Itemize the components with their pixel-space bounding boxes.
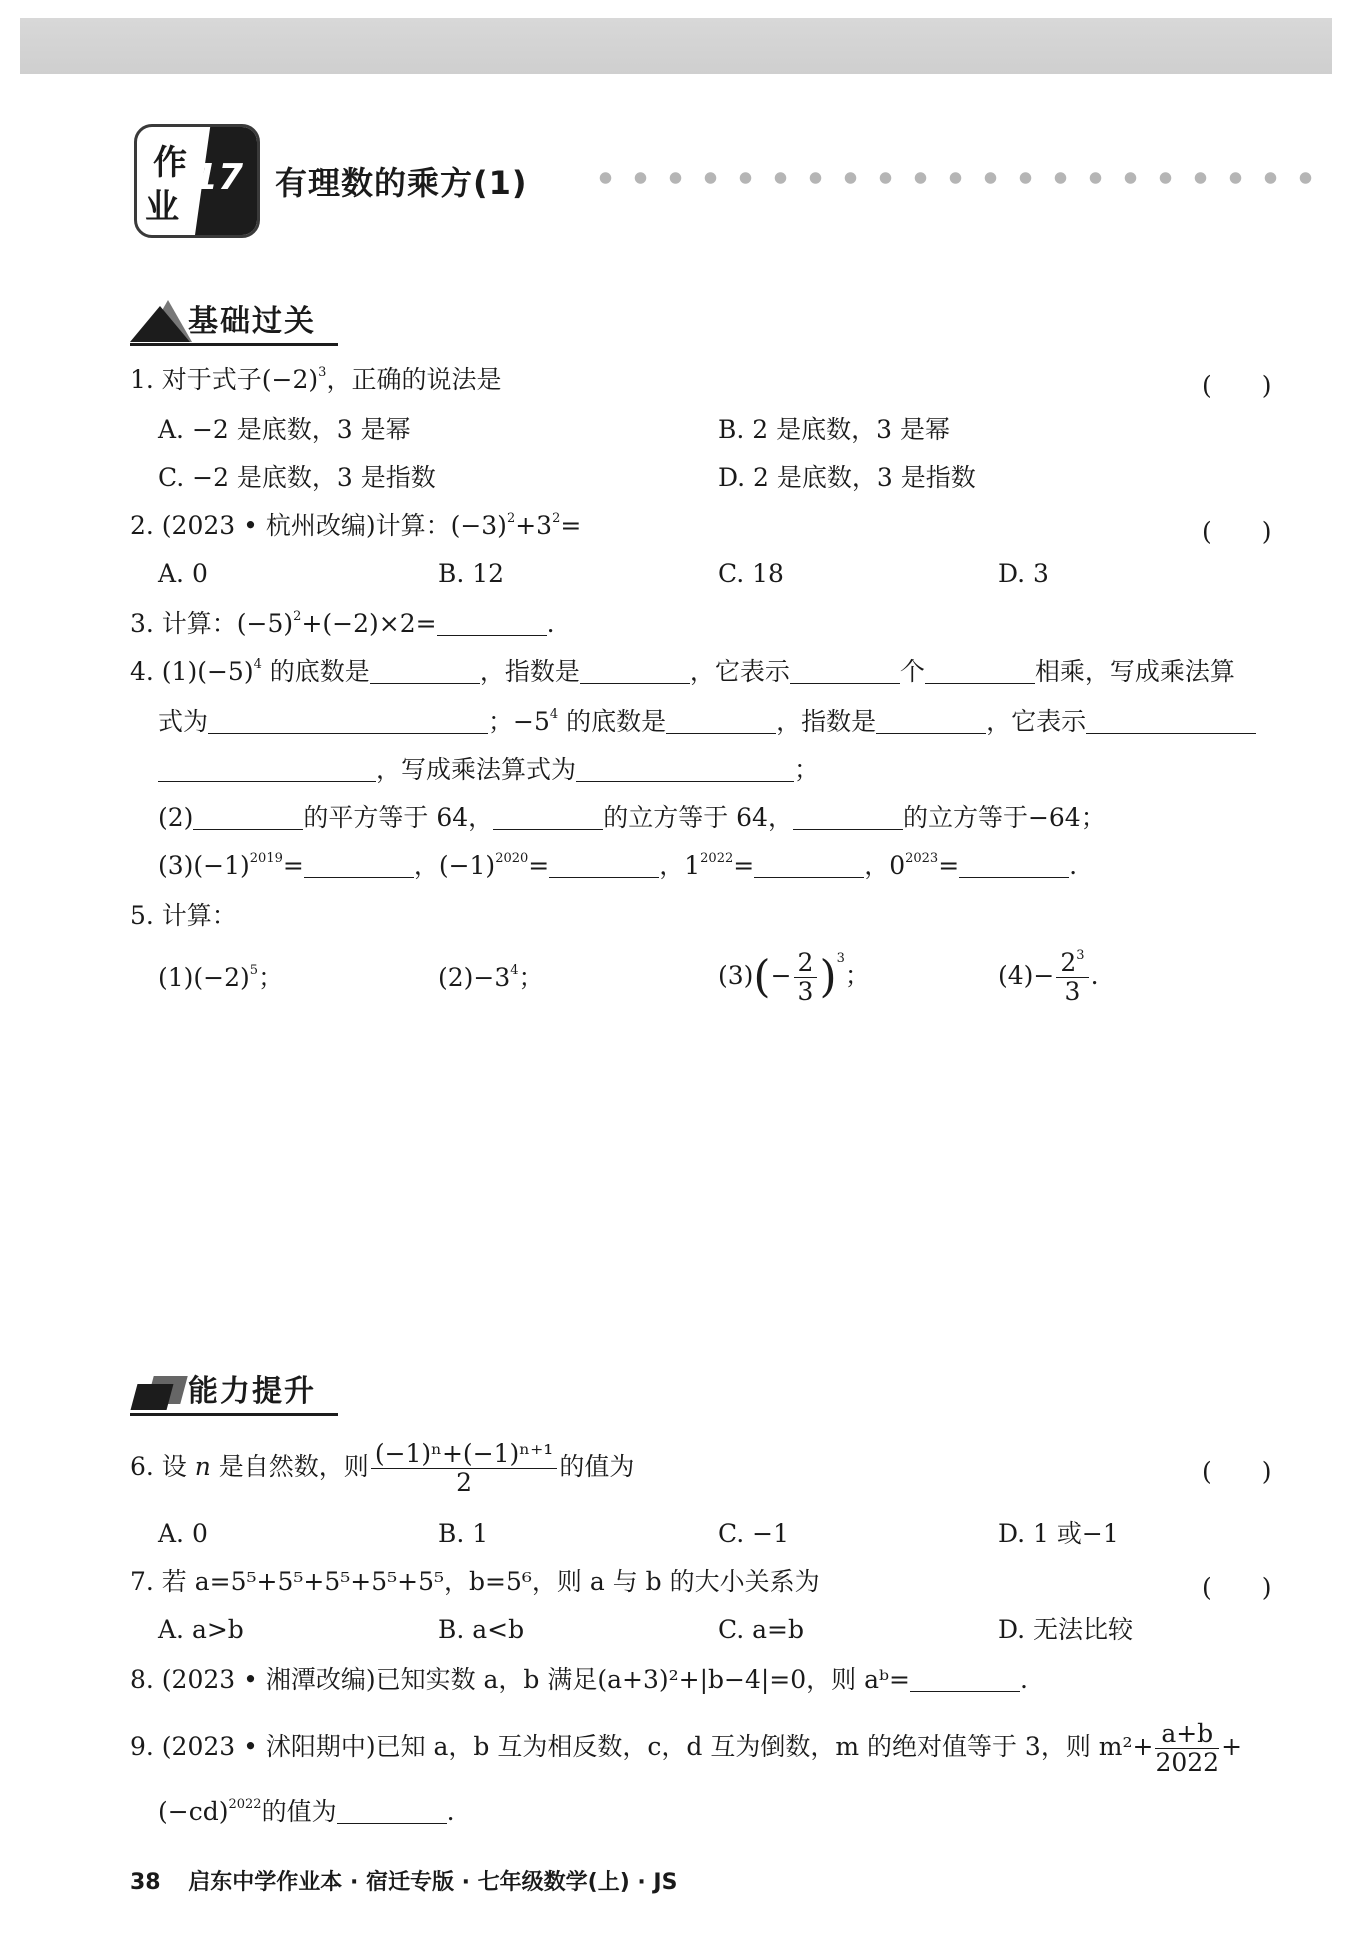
answer-blank[interactable] — [193, 803, 303, 830]
answer-blank[interactable] — [549, 851, 659, 878]
title-dots-divider — [588, 170, 1328, 186]
answer-blank[interactable] — [158, 755, 376, 782]
page-title: 有理数的乘方(1) — [275, 164, 528, 202]
answer-paren-6: ( ) — [1202, 1457, 1272, 1486]
q7-option-c: C. a=b — [718, 1615, 804, 1644]
question-5-stem: 5. 计算： — [130, 901, 237, 930]
q7-option-b: B. a<b — [438, 1615, 525, 1644]
question-7-stem: 7. 若 a=5⁵+5⁵+5⁵+5⁵+5⁵，b=5⁶，则 a 与 b 的大小关系为 — [130, 1567, 820, 1596]
answer-blank[interactable] — [370, 657, 480, 684]
q1-option-d: D. 2 是底数，3 是指数 — [718, 463, 976, 492]
q2-option-a: A. 0 — [158, 559, 208, 588]
q2-option-d: D. 3 — [998, 559, 1049, 588]
q1-option-c: C. −2 是底数，3 是指数 — [158, 463, 436, 492]
homework-badge — [134, 124, 260, 238]
page-footer — [130, 1865, 677, 1896]
q7-option-d: D. 无法比较 — [998, 1615, 1134, 1644]
answer-blank[interactable] — [790, 657, 900, 684]
answer-blank[interactable] — [1086, 707, 1256, 734]
answer-blank[interactable] — [580, 657, 690, 684]
question-2-stem: 2. (2023 • 杭州改编)计算：$(-3)^2+3^2=$ — [130, 511, 582, 540]
q1-option-b: B. 2 是底数，3 是幂 — [718, 415, 950, 444]
q6-option-c: C. −1 — [718, 1519, 789, 1548]
section-basic-label: 基础过关 — [188, 304, 316, 339]
book-title: 启东中学作业本 · 宿迁专版 · 七年级数学(上) · JS — [188, 1870, 678, 1895]
question-4-line-3: ，写成乘法算式为 ； — [158, 754, 819, 786]
question-4-line-2: 式为 ；$-5^4$ 的底数是 ，指数是 ，它表示 — [158, 706, 1256, 738]
answer-blank[interactable] — [493, 803, 603, 830]
q5-part-3: (3)(− $\frac{2}{3}$ )$^3$； — [718, 948, 870, 1006]
answer-blank[interactable] — [666, 707, 776, 734]
q7-option-a: A. a>b — [158, 1615, 244, 1644]
question-8-stem: 8. (2023 • 湘潭改编)已知实数 a，b 满足(a+3)²+|b−4|=0，则 aᵇ= . — [130, 1665, 1028, 1694]
q2-option-b: B. 12 — [438, 559, 505, 588]
section-basic-heading — [130, 296, 350, 346]
badge-char-bottom: 业 — [145, 187, 179, 227]
answer-blank[interactable] — [337, 1797, 447, 1824]
section-advanced-heading — [130, 1366, 350, 1416]
answer-blank[interactable] — [304, 851, 414, 878]
q6-option-a: A. 0 — [158, 1519, 208, 1548]
answer-blank[interactable] — [910, 1665, 1020, 1692]
answer-blank[interactable] — [576, 755, 794, 782]
q6-option-b: B. 1 — [438, 1519, 489, 1548]
question-6-stem: 6. 设 n 是自然数，则 $\frac{\text{(−1)ⁿ+(−1)ⁿ⁺¹}}{2}$ 的值为 — [130, 1439, 635, 1497]
page-top-band — [20, 18, 1332, 74]
question-9-line-2: $(-cd)^{2022}$的值为 . — [158, 1797, 455, 1826]
question-4-line-4: (2) 的平方等于 64， 的立方等于 64， 的立方等于−64； — [158, 803, 1106, 832]
answer-blank[interactable] — [876, 707, 986, 734]
answer-paren-7: ( ) — [1202, 1573, 1272, 1602]
q5-part-2: $(2)-3^4$； — [438, 963, 544, 992]
question-4-line-5: $(3)(-1)^{2019}=$ ，$(-1)^{2020}=$ ，$1^{2022}=$ ，$0^{2023}=$ . — [158, 851, 1078, 880]
q5-part-4: (4)− $\frac{2^3}{3}$ . — [998, 948, 1099, 1006]
q1-option-a: A. −2 是底数，3 是幂 — [158, 415, 411, 444]
question-1-stem: 1. 对于式子$(-2)^3$，正确的说法是 — [130, 365, 502, 394]
q5-part-1: $(1)(-2)^5$； — [158, 963, 284, 992]
q2-option-c: C. 18 — [718, 559, 784, 588]
answer-blank[interactable] — [437, 609, 547, 636]
answer-blank[interactable] — [959, 851, 1069, 878]
q6-option-d: D. 1 或−1 — [998, 1519, 1119, 1548]
badge-number: 17 — [192, 157, 243, 198]
badge-char-top: 作 — [153, 143, 187, 183]
question-9-line-1: 9. (2023 • 沭阳期中)已知 a，b 互为相反数，c，d 互为倒数，m 的绝对值等于 3，则 m²+ $\frac{a+b}{2022}$ + — [130, 1719, 1243, 1777]
answer-paren-2: ( ) — [1202, 517, 1272, 546]
page-number: 38 — [130, 1870, 161, 1895]
answer-blank[interactable] — [754, 851, 864, 878]
answer-blank[interactable] — [925, 657, 1035, 684]
question-4-line-1: 4. $(1)(-5)^4$ 的底数是 ，指数是 ，它表示 个 相乘，写成乘法算 — [130, 657, 1235, 686]
section-advanced-label: 能力提升 — [188, 1374, 316, 1409]
question-3-stem: 3. 计算：$(-5)^2+(-2)\times 2=$ . — [130, 609, 555, 638]
answer-paren-1: ( ) — [1202, 371, 1272, 400]
answer-blank[interactable] — [793, 803, 903, 830]
answer-blank[interactable] — [208, 707, 488, 734]
